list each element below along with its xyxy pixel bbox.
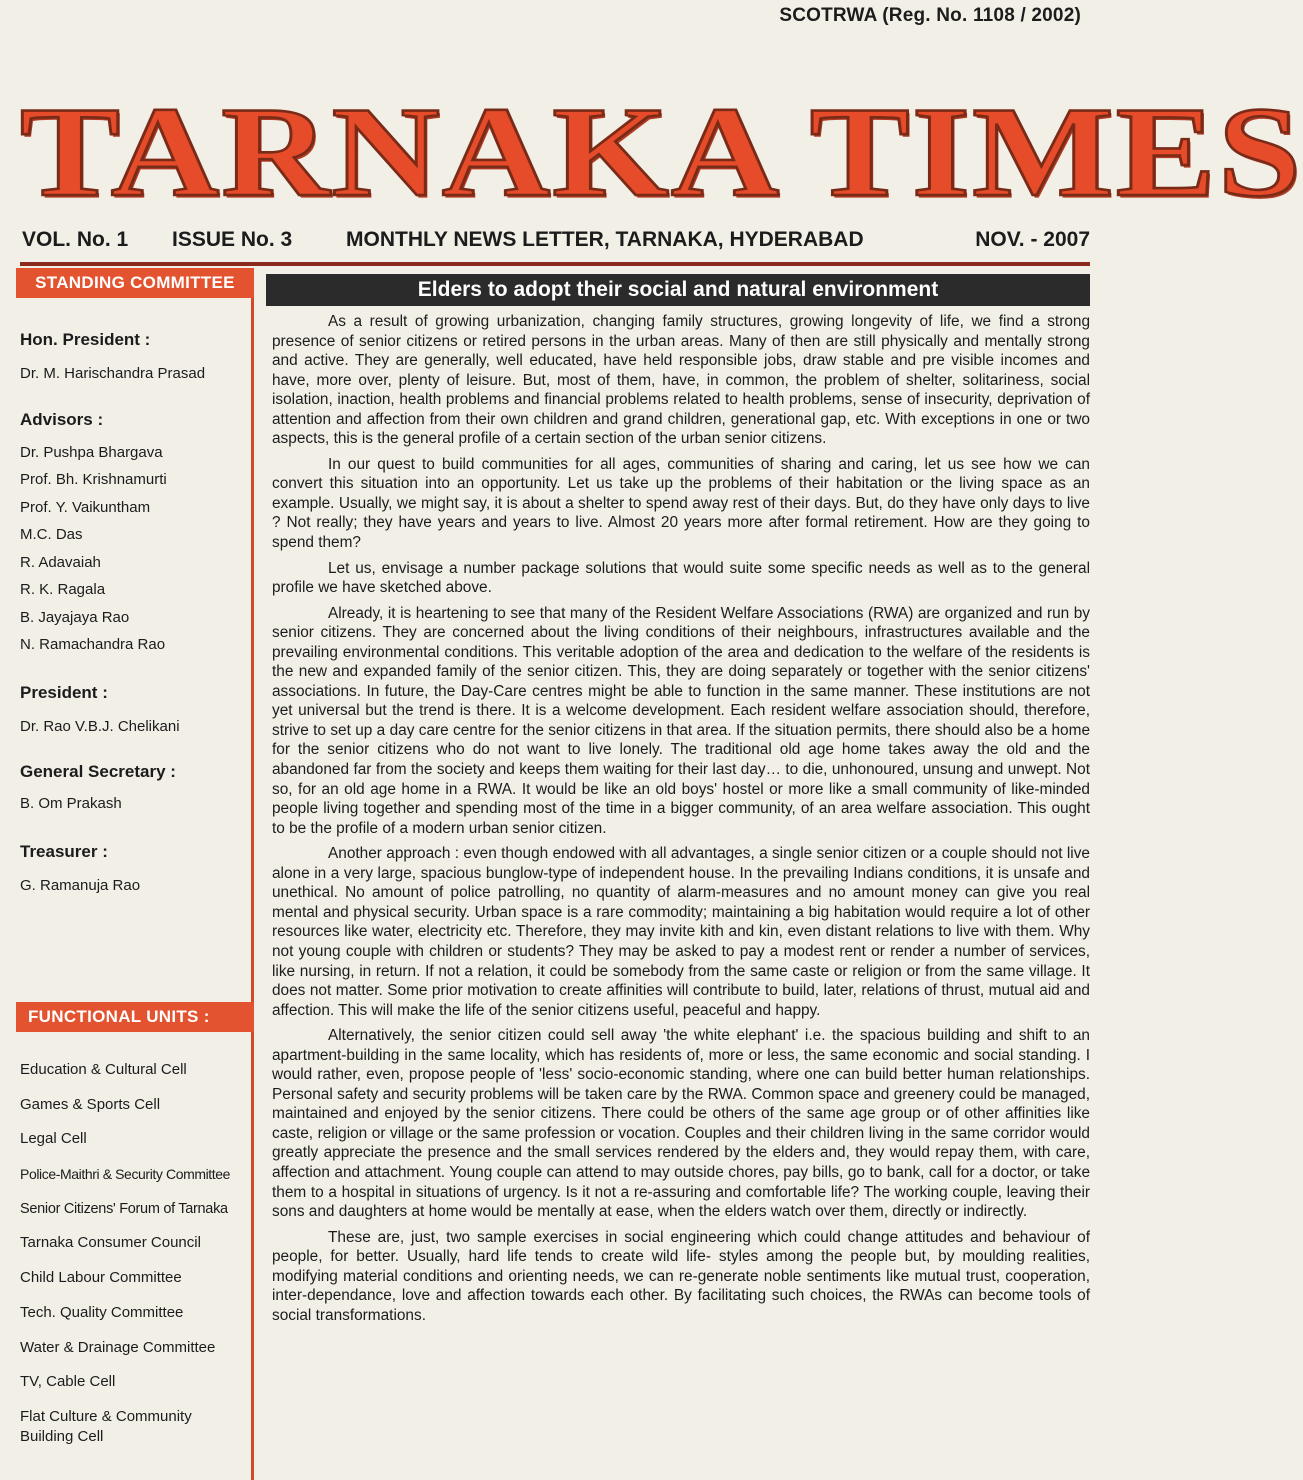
advisor-name: M.C. Das xyxy=(20,526,83,543)
article-paragraph: Alternatively, the senior citizen could sell away 'the white elephant' i.e. the spacious building and shift to an apartment-building in the same locality, which has residents of, more or less, the same economic and social standing. I would rather, even, propose people of 'less' socio-economic standing, where one can build better human relationships. Personal safety and security problems will be taken care by the RWA. Common space and greenery could be managed, maintained and enjoyed by the senior citizens. There could be others of the same age group or of other affinities like caste, religion or village or the same profession or vocation. Couples and their children living in the same corridor would greatly appreciate the presence and the small services rendered by the elders and, they would repay them, with care, affection and attachment. Young couple can attend to may outside chores, pay bills, go to bank, call for a doctor, or take them to a hospital in situations of urgency. Is it not a re-assuring and comfortable life? The working couple, leaving their sons and daughters at home would be mentally at ease, when the elders watch over them, directly or indirectly. xyxy=(272,1027,1090,1221)
president-title: President : xyxy=(20,682,108,702)
masthead-rule xyxy=(20,262,1090,266)
general-secretary-title: General Secretary : xyxy=(20,762,176,781)
advisors-title: Advisors : xyxy=(20,409,104,429)
treasurer-name: G. Ramanuja Rao xyxy=(20,876,141,894)
article-paragraph: Let us, envisage a number package solutions that would suite some specific needs as well as to the general profile we have sketched above. xyxy=(272,559,1090,597)
hon-president-name: Dr. M. Harischandra Prasad xyxy=(20,365,206,382)
issue-line xyxy=(22,228,1090,256)
standing-committee xyxy=(16,298,254,1002)
registration-number: SCOTRWA (Reg. No. 1108 / 2002) xyxy=(779,5,1081,26)
advisor-name: Dr. Pushpa Bhargava xyxy=(20,443,163,461)
treasurer-title: Treasurer : xyxy=(20,841,108,861)
functional-unit-item: Senior Citizens' Forum of Tarnaka xyxy=(20,1200,228,1217)
functional-unit-item: Tarnaka Consumer Council xyxy=(20,1234,201,1252)
newsletter-description: MONTHLY NEWS LETTER, TARNAKA, HYDERABAD xyxy=(346,228,864,251)
article-paragraph: As a result of growing urbanization, changing family structures, growing longevity of life, we find a strong presence of senior citizens or retired persons in the urban areas. Many of then are still physically and mentally strong and active. They are generally, well educated, have held responsible jobs, draw stable and pre visible incomes and have, more over, plenty of leisure. But, most of them, have, in common, the problem of shelter, solitariness, social isolation, inaction, health problems and financial problems related to health problems, sense of insecurity, deprivation of attention and affection from their own children and grand children, generational gap, etc. With exceptions in one or two aspects, this is the general profile of a certain section of the urban senior citizens. xyxy=(272,313,1090,448)
article-headline: Elders to adopt their social and natural environment xyxy=(266,274,1090,306)
standing-committee-header: STANDING COMMITTEE xyxy=(16,268,254,298)
functional-unit-item: Water & Drainage Committee xyxy=(20,1338,216,1356)
article xyxy=(266,274,1090,1424)
general-secretary-name: B. Om Prakash xyxy=(20,795,122,812)
functional-units xyxy=(16,1032,254,1480)
functional-unit-item: Police-Maithri & Security Committee xyxy=(20,1166,231,1183)
functional-unit-item: Tech. Quality Committee xyxy=(20,1303,184,1321)
sidebar xyxy=(16,268,254,1445)
article-paragraph: Another approach : even though endowed with all advantages, a single senior citizen or a couple should not live alone in a very large, spacious bunglow-type of independent house. In the prevailing Indians conditions, it is unsafe and unethical. No amount of police patrolling, no quantity of alarm-measures and no amount money can give you real mental and physical security. Urban space is a rare commodity; maintaining a big habitation would require a lot of other resources like water, electricity etc. Therefore, they may invite kith and kin, even distant relations to live with them. Why not young couple with children or students? They may be asked to pay a modest rent or render a number of services, like nursing, in return. If not a relation, it could be somebody from the same caste or religion or from the same village. It does not matter. Some prior motivation to create affinities will contribute to build, later, relations of thrust, mutual aid and affection. This will make the life of the senior citizens useful, peaceful and happy. xyxy=(272,845,1090,1019)
functional-unit-item: TV, Cable Cell xyxy=(20,1373,116,1391)
article-paragraph: In our quest to build communities for all ages, communities of sharing and caring, let us see how we can convert this situation into an opportunity. Let us take up the problems of their habitation or the living space as an example. Usually, we might say, it is about a shelter to spend away rest of their days. But, do they have only days to live ? Not really; they have years and years to live. Almost 20 years more after formal retirement. How are they going to spend them? xyxy=(272,455,1090,552)
functional-unit-item: Legal Cell xyxy=(20,1130,87,1148)
issue-number: ISSUE No. 3 xyxy=(172,228,293,251)
functional-units-header: FUNCTIONAL UNITS : xyxy=(16,1002,254,1032)
advisor-name: Prof. Bh. Krishnamurti xyxy=(20,471,167,488)
masthead xyxy=(20,80,1303,224)
hon-president-title: Hon. President : xyxy=(20,330,151,349)
issue-date: NOV. - 2007 xyxy=(975,228,1090,251)
functional-unit-item: Games & Sports Cell xyxy=(20,1095,161,1113)
article-paragraph: These are, just, two sample exercises in social engineering which could change attitudes and behaviour of people, for better. Usually, hard life tends to create wild life- styles among the people but, by moulding realities, modifying material conditions and orienting needs, we can re-generate noble sentiments like mutual trust, cooperation, inter-dependance, love and affection towards each other. By facilitating such choices, the RWAs can become tools of social transformations. xyxy=(272,1228,1090,1324)
functional-unit-item: Education & Cultural Cell xyxy=(20,1061,187,1078)
advisor-name: N. Ramachandra Rao xyxy=(20,636,166,653)
functional-unit-item: Child Labour Committee xyxy=(20,1269,182,1287)
advisors-list xyxy=(20,439,251,659)
article-paragraph: Already, it is heartening to see that many of the Resident Welfare Associations (RWA) are organized and run by senior citizens. They are concerned about the living conditions of their neighbours, infrastructures available and the prevailing environmental conditions. This veritable adoption of the area and dedication to the welfare of the residents is the new and expanded family of the senior citizen. This, they are doing separately or together with the senior citizens' associations. In future, the Day-Care centres might be able to function in the same manner. These institutions are not yet universal but the trend is there. It is a welcome development. Each resident welfare association should, therefore, strive to set up a day care centre for the senior citizens in that area. If the situation permits, there should also be a home for the senior citizens who do not want to live lonely. The traditional old age home takes away the old and the abandoned far from the society and keeps them waiting for their last day… to die, unhonoured, unsung and unwept. Not so, for an old age home in a RWA. It would be like an old boys' hostel or more like a small community of like-minded people living together and spending most of the time in a bigger community, of an area welfare association. This ought to be the profile of a modern urban senior citizen. xyxy=(272,604,1090,837)
functional-unit-item: Flat Culture & Community Building Cell xyxy=(20,1407,192,1445)
president-name: Dr. Rao V.B.J. Chelikani xyxy=(20,717,180,735)
advisor-name: R. K. Ragala xyxy=(20,581,106,598)
advisor-name: Prof. Y. Vaikuntham xyxy=(20,498,151,516)
volume-number: VOL. No. 1 xyxy=(22,228,129,251)
newsletter-title: TARNAKA TIMES xyxy=(20,80,1303,224)
advisor-name: R. Adavaiah xyxy=(20,553,101,571)
advisor-name: B. Jayajaya Rao xyxy=(20,608,130,626)
